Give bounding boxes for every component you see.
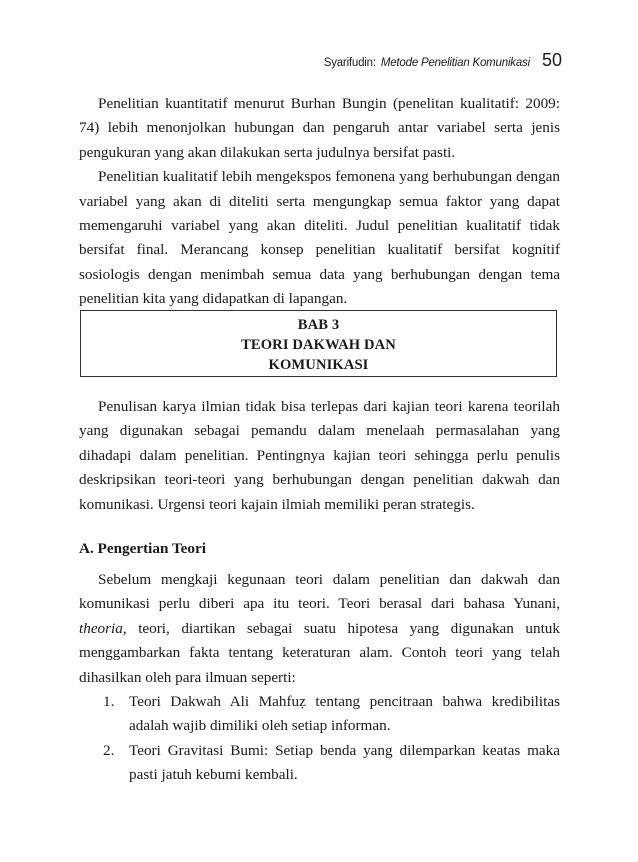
section-heading: A. Pengertian Teori	[79, 540, 206, 557]
page-number: 50	[541, 50, 562, 70]
header-author: Syarifudin:	[323, 57, 376, 69]
list-item	[79, 690, 560, 739]
section-a-body	[79, 568, 560, 788]
intro-paragraph-1: Penelitian kuantitatif menurut Burhan Bungin (penelitan kualitatif: 2009: 74) lebih menonjolkan hubungan dan pengaruh antar variabel serta jenis pengukuran yang akan dilakukan serta judulnya bersifat pasti.	[79, 95, 560, 161]
theory-examples-list	[79, 690, 560, 788]
list-item-text: Teori Gravitasi Bumi: Setiap benda yang dilemparkan keatas maka pasti jatuh kebumi kembali.	[129, 741, 560, 784]
paragraph-text-start: Sebelum mengkaji kegunaan teori dalam penelitian dan dakwah dan komunikasi perlu diberi apa itu teori. Teori berasal dari bahasa Yunani,	[79, 571, 560, 613]
italic-term: theoria	[79, 619, 123, 637]
chapter-title-box	[80, 310, 557, 377]
list-item-number: 2.	[103, 741, 115, 759]
chapter-number: BAB 3	[297, 317, 340, 333]
intro-paragraph-2: Penelitian kualitatif lebih mengekspos femonena yang berhubungan dengan variabel yang akan di diteliti serta mengungkap semua faktor yang dapat memengaruhi variabel yang akan diteliti. Judul penelitian kualitatif tidak bersifat final. Merancang konsep penelitian kualitatif bersifat kognitif sosiologis dengan menimbah semua data yang berhubungan dengan tema penelitian kita yang didapatkan di lapangan.	[79, 168, 560, 308]
chapter-intro-section	[79, 395, 560, 517]
list-item-number: 1.	[103, 693, 115, 711]
intro-section	[79, 92, 560, 312]
paragraph-text-end: , teori, diartikan sebagai suatu hipotesa yang digunakan untuk menggambarkan fakta tentang keteraturan alam. Contoh teori yang telah dihasilkan oleh para ilmuan seperti:	[79, 619, 560, 686]
running-header	[324, 50, 562, 71]
header-book-title: Metode Penelitian Komunikasi	[380, 57, 530, 69]
list-item-text: Teori Dakwah Ali Mahfuẓ tentang pencitraan bahwa kredibilitas adalah wajib dimiliki oleh setiap informan.	[129, 693, 560, 735]
chapter-intro-paragraph: Penulisan karya ilmian tidak bisa terlepas dari kajian teori karena teorilah yang digunakan sebagai pemandu dalam menelaah permasalahan yang dihadapi dalam penelitian. Pentingnya kajian teori sehingga perlu penulis deskripsikan teori-teori yang berhubungan dengan penelitian dakwah dan komunikasi. Urgensi teori kajain ilmiah memiliki peran strategis.	[79, 398, 560, 513]
chapter-title-line-1: TEORI DAKWAH DAN	[241, 337, 396, 353]
chapter-title-line-2: KOMUNIKASI	[268, 357, 369, 373]
section-a-paragraph	[79, 568, 560, 690]
list-item	[79, 739, 560, 788]
